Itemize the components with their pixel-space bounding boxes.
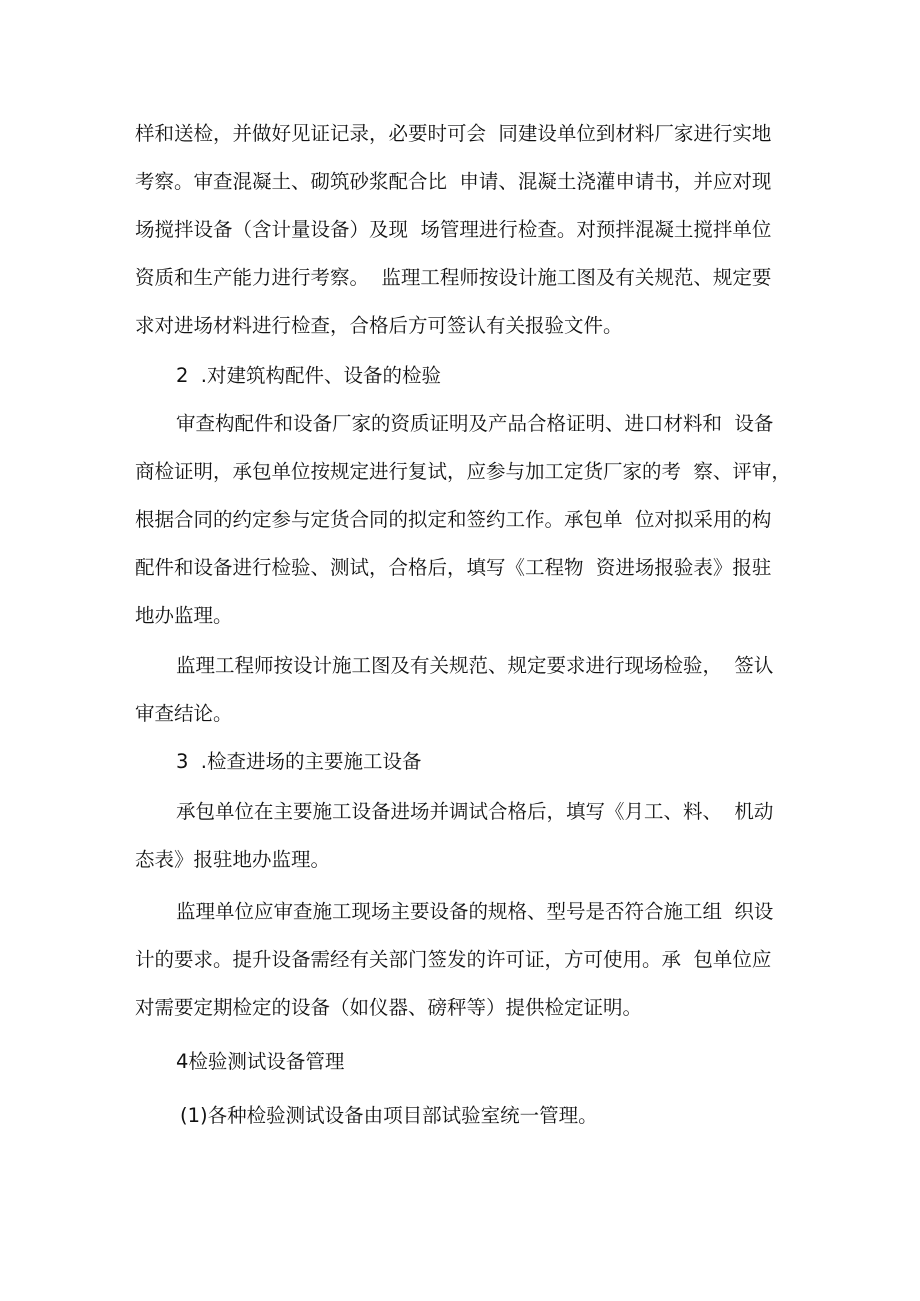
section-heading-4: 4检验测试设备管理 (176, 1050, 345, 1073)
text-line-21: (1)各种检验测试设备由项目部试验室统一管理。 (180, 1104, 598, 1127)
text-line-12: 监理工程师按设计施工图及有关规范、规定要求进行现场检验， 签认 (176, 654, 774, 677)
text-line-4: 资质和生产能力进行考察。 监理工程师按设计施工图及有关规范、规定要 (135, 266, 772, 289)
section-heading-3: 3 .检查进场的主要施工设备 (176, 750, 422, 773)
text-line-5: 求对进场材料进行检查，合格后方可签认有关报验文件。 (135, 314, 623, 337)
text-line-16: 态表》报驻地办监理。 (135, 848, 331, 871)
text-line-3: 场搅拌设备（含计量设备）及现 场管理进行检查。对预拌混凝土搅拌单位 (135, 218, 772, 241)
text-line-17: 监理单位应审查施工现场主要设备的规格、型号是否符合施工组 织设 (176, 900, 774, 923)
text-line-10: 配件和设备进行检验、测试，合格后，填写《工程物 资进场报验表》报驻 (135, 556, 772, 579)
text-line-11: 地办监理。 (135, 604, 233, 627)
text-line-9: 根据合同的约定参与定货合同的拟定和签约工作。承包单 位对拟采用的构 (135, 508, 772, 531)
text-line-1: 样和送检，并做好见证记录，必要时可会 同建设单位到材料厂家进行实地 (135, 122, 772, 145)
text-line-7: 审查构配件和设备厂家的资质证明及产品合格证明、进口材料和 设备 (176, 412, 774, 435)
text-line-13: 审查结论。 (135, 702, 233, 725)
text-line-2: 考察。审查混凝土、砌筑砂浆配合比 申请、混凝土浇灌申请书，并应对现 (135, 170, 772, 193)
text-line-18: 计的要求。提升设备需经有关部门签发的许可证，方可使用。承 包单位应 (135, 948, 772, 971)
section-heading-2: 2 .对建筑构配件、设备的检验 (176, 364, 442, 387)
text-line-15: 承包单位在主要施工设备进场并调试合格后，填写《月工、料、 机动 (176, 800, 774, 823)
text-line-8: 商检证明，承包单位按规定进行复试，应参与加工定货厂家的考 察、评审， (135, 460, 791, 483)
text-line-19: 对需要定期检定的设备（如仪器、磅秤等）提供检定证明。 (135, 996, 643, 1019)
